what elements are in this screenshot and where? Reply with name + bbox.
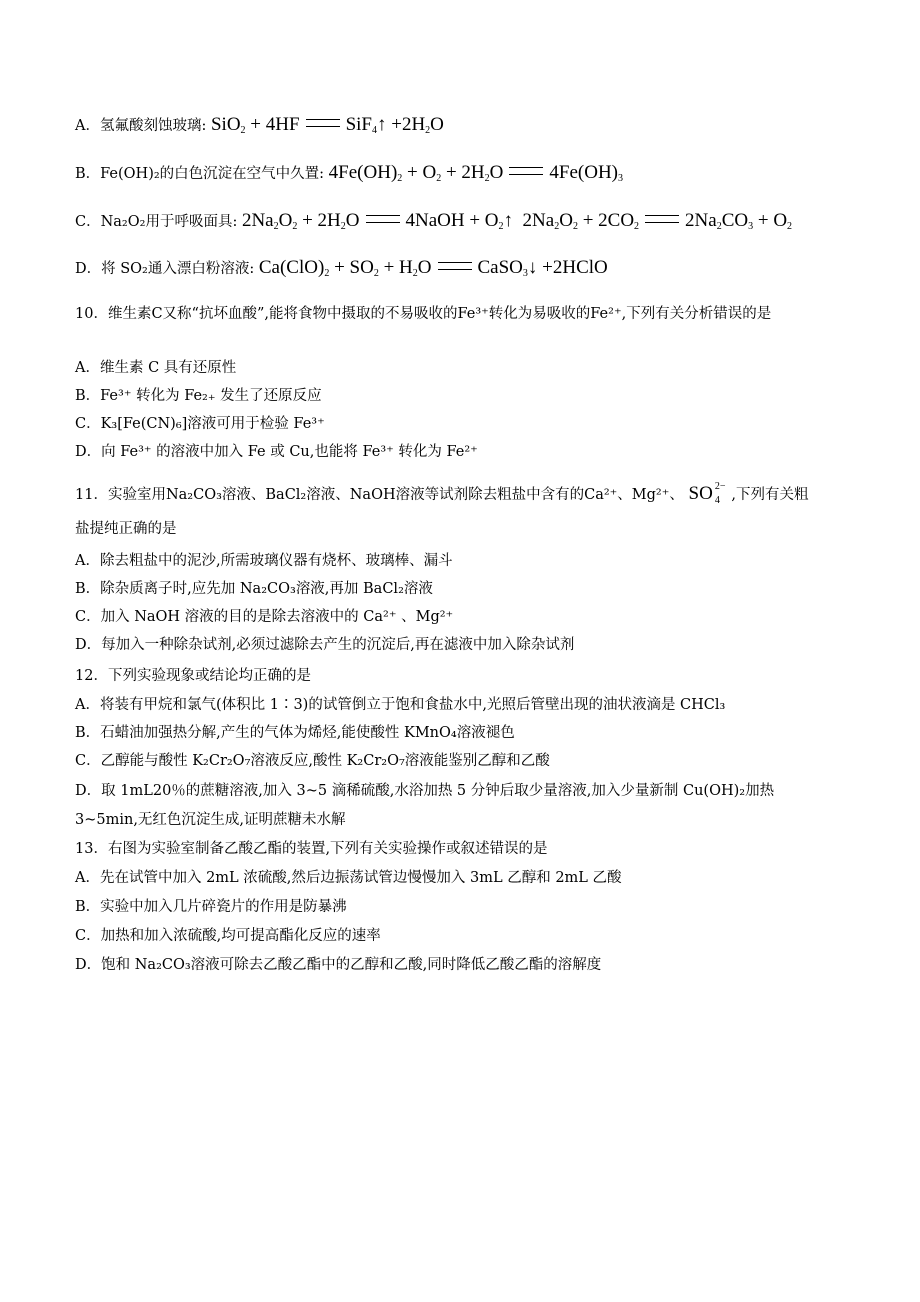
q10-option-c: C．K₃[Fe(CN)₆]溶液可用于检验 Fe³⁺ (75, 416, 325, 432)
q9-equation-d: $Ca(ClO)_2 + SO_2 + H_2O$ CaSO$_3$↓ +2HClO (258, 257, 608, 279)
q12-option-d-line1: D．取 1mL20％的蔗糖溶液,加入 3~5 滴稀硫酸,水浴加热 5 分钟后取少量溶液,加入少量新制 Cu(OH)₂加热 (75, 783, 775, 799)
q13-option-c: C．加热和加入浓硫酸,均可提高酯化反应的速率 (75, 928, 381, 944)
q9-option-a (75, 116, 444, 140)
q12-option-a: A．将装有甲烷和氯气(体积比 1∶3)的试管倒立于饱和食盐水中,光照后管壁出现的油状液滴是 CHCl₃ (75, 697, 726, 713)
q9-option-b-label: B．Fe(OH)₂的白色沉淀在空气中久置: (75, 166, 325, 182)
q9-option-c (75, 212, 792, 236)
q13-option-b: B．实验中加入几片碎瓷片的作用是防暴沸 (75, 899, 347, 915)
q11-option-b: B．除杂质离子时,应先加 Na₂CO₃溶液,再加 BaCl₂溶液 (75, 581, 433, 597)
q9-option-d (75, 259, 608, 283)
q13-stem: 13．右图为实验室制备乙酸乙酯的装置,下列有关实验操作或叙述错误的是 (75, 841, 548, 857)
q10-option-a: A．维生素 C 具有还原性 (75, 360, 237, 376)
q9-equation-b: $4Fe(OH)_2 + O_2 + 2H_2O$ $4Fe(OH)_3$ (328, 162, 623, 184)
q11-option-c: C．加入 NaOH 溶液的目的是除去溶液中的 Ca²⁺ 、Mg²⁺ (75, 609, 454, 625)
q11-stem-line2: 盐提纯正确的是 (75, 521, 177, 537)
q9-option-a-label: A．氢氟酸刻蚀玻璃: (75, 118, 207, 134)
q9-equation-c: $2Na_2O_2 + 2H_2O$ 4NaOH + $O_2↑$ $2Na_2O_2 + 2CO_2$ $2Na_2CO_3 + O_2$ (241, 210, 793, 232)
q11-option-d: D．每加入一种除杂试剂,必须过滤除去产生的沉淀后,再在滤液中加入除杂试剂 (75, 637, 575, 653)
q11-option-a: A．除去粗盐中的泥沙,所需玻璃仪器有烧杯、玻璃棒、漏斗 (75, 553, 453, 569)
q12-stem: 12．下列实验现象或结论均正确的是 (75, 668, 311, 684)
q10-option-b: B．Fe³⁺ 转化为 Fe₂₊ 发生了还原反应 (75, 388, 322, 404)
q13-option-a: A．先在试管中加入 2mL 浓硫酸,然后边振荡试管边慢慢加入 3mL 乙醇和 2mL 乙酸 (75, 870, 622, 886)
q11-stem (75, 481, 809, 506)
q10-option-d: D．向 Fe³⁺ 的溶液中加入 Fe 或 Cu,也能将 Fe³⁺ 转化为 Fe²⁺ (75, 444, 478, 460)
q12-option-c: C．乙醇能与酸性 K₂Cr₂O₇溶液反应,酸性 K₂Cr₂O₇溶液能鉴别乙醇和乙酸 (75, 753, 550, 769)
q9-option-c-label: C．Na₂O₂用于呼吸面具: (75, 214, 238, 230)
q10-stem: 10．维生素C又称“抗坏血酸”,能将食物中摄取的不易吸收的Fe³⁺转化为易吸收的Fe²⁺,下列有关分析错误的是 (75, 306, 772, 322)
q9-equation-a: SiO$_2$ + 4HF SiF$_4$↑ $+2H_2O$ (210, 114, 444, 136)
q11-stem-end: ,下列有关粗 (731, 487, 809, 503)
q13-option-d: D．饱和 Na₂CO₃溶液可除去乙酸乙酯中的乙醇和乙酸,同时降低乙酸乙酯的溶解度 (75, 957, 602, 973)
q9-option-d-label: D．将 SO₂通入漂白粉溶液: (75, 261, 255, 277)
q12-option-d-line2: 3~5min,无红色沉淀生成,证明蔗糖未水解 (75, 812, 346, 828)
q9-option-b (75, 164, 623, 188)
q12-option-b: B．石蜡油加强热分解,产生的气体为烯烃,能使酸性 KMnO₄溶液褪色 (75, 725, 515, 741)
q11-stem-start: 11．实验室用Na₂CO₃溶液、BaCl₂溶液、NaOH溶液等试剂除去粗盐中含有的Ca²⁺、Mg²⁺、 (75, 487, 684, 503)
sulfate-ion-formula: SO 2− 4 (688, 481, 726, 506)
